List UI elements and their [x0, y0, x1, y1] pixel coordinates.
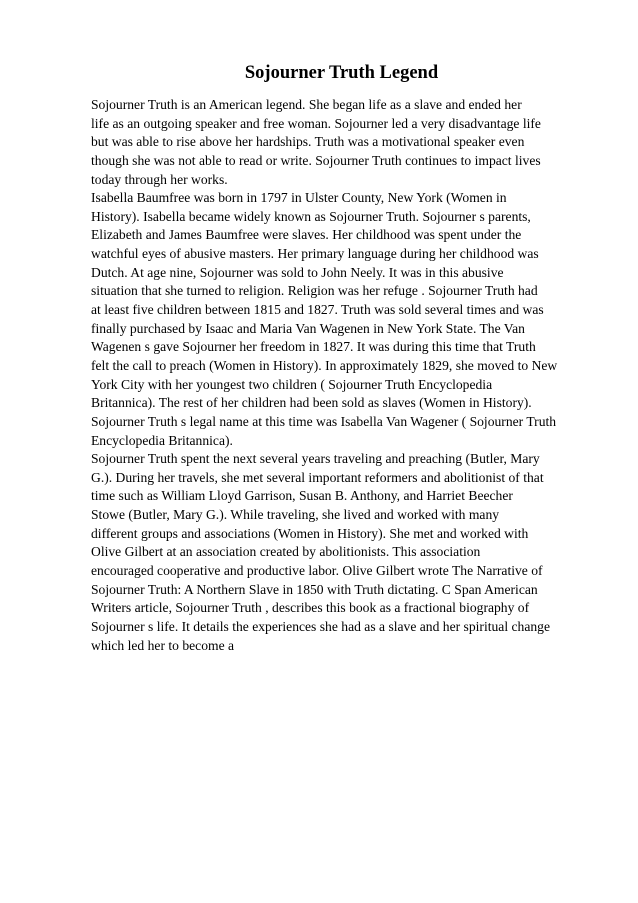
text-line: Elizabeth and James Baumfree were slaves. Her childhood was spent under the	[91, 227, 522, 243]
text-line: G.). During her travels, she met several important reformers and abolitionist of that	[91, 469, 544, 485]
text-line: life as an outgoing speaker and free woman. Sojourner led a very disadvantage life	[91, 115, 541, 131]
text-line: Writers article, Sojourner Truth , describes this book as a fractional biography of	[91, 600, 530, 616]
text-line: felt the call to preach (Women in History). In approximately 1829, she moved to New	[91, 357, 558, 373]
text-line: watchful eyes of abusive masters. Her primary language during her childhood was	[91, 246, 539, 262]
text-line: encouraged cooperative and productive labor. Olive Gilbert wrote The Narrative of	[91, 563, 543, 579]
text-line: though she was not able to read or write. Sojourner Truth continues to impact lives	[91, 152, 541, 168]
text-line: situation that she turned to religion. Religion was her refuge . Sojourner Truth had	[91, 283, 538, 299]
text-line: Stowe (Butler, Mary G.). While traveling, she lived and worked with many	[91, 507, 500, 523]
text-line: Encyclopedia Britannica).	[91, 432, 233, 448]
text-line: time such as William Lloyd Garrison, Susan B. Anthony, and Harriet Beecher	[91, 488, 513, 504]
text-line: but was able to rise above her hardships. Truth was a motivational speaker even	[91, 134, 525, 150]
document-title: Sojourner Truth Legend	[244, 63, 439, 83]
text-line: finally purchased by Isaac and Maria Van Wagenen in New York State. The Van	[91, 320, 525, 336]
text-line: Sojourner Truth spent the next several years traveling and preaching (Butler, Mary	[91, 451, 540, 467]
text-line: Sojourner Truth s legal name at this time was Isabella Van Wagener ( Sojourner Truth	[91, 413, 557, 429]
text-line: Isabella Baumfree was born in 1797 in Ulster County, New York (Women in	[91, 190, 507, 206]
text-line: today through her works.	[91, 171, 228, 187]
text-line: Wagenen s gave Sojourner her freedom in 1827. It was during this time that Truth	[91, 339, 536, 355]
text-line: at least five children between 1815 and 1827. Truth was sold several times and was	[91, 302, 544, 318]
text-line: York City with her youngest two children ( Sojourner Truth Encyclopedia	[91, 376, 493, 392]
text-line: Britannica). The rest of her children had been sold as slaves (Women in History).	[91, 395, 532, 411]
text-line: which led her to become a	[91, 637, 235, 653]
text-line: Dutch. At age nine, Sojourner was sold to John Neely. It was in this abusive	[91, 264, 504, 280]
text-line: Olive Gilbert at an association created by abolitionists. This association	[91, 544, 481, 560]
text-line: Sojourner Truth: A Northern Slave in 1850 with Truth dictating. C Span American	[91, 581, 538, 597]
document-body	[91, 96, 631, 655]
text-line: History). Isabella became widely known as Sojourner Truth. Sojourner s parents,	[91, 208, 531, 224]
text-line: Sojourner s life. It details the experiences she had as a slave and her spiritual change	[91, 618, 551, 634]
text-line: Sojourner Truth is an American legend. She began life as a slave and ended her	[91, 97, 522, 112]
text-line: different groups and associations (Women in History). She met and worked with	[91, 525, 529, 541]
